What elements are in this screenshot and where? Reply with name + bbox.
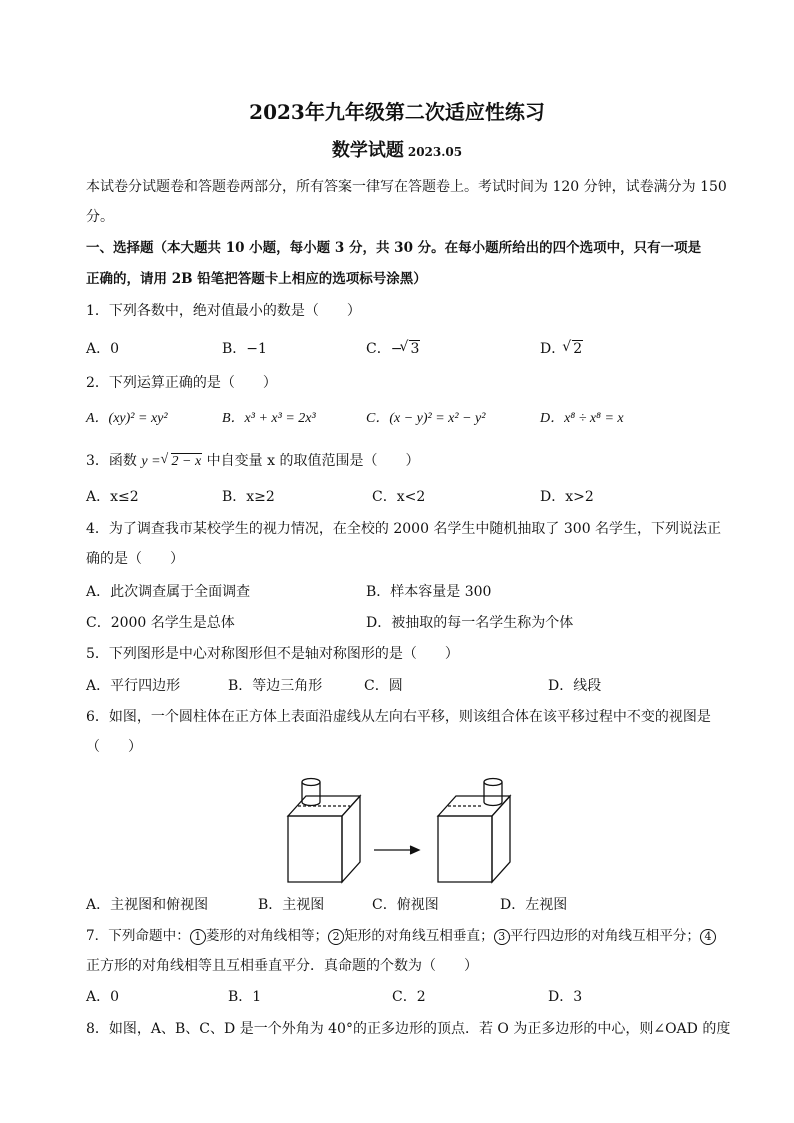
right-cylinder	[484, 779, 502, 806]
q5-option-d: D．线段	[548, 678, 602, 694]
q3-option-b: B．x≥2	[222, 489, 275, 505]
left-cube	[288, 796, 360, 882]
q6-option-c: C．俯视图	[372, 897, 439, 913]
right-cube	[438, 796, 510, 882]
q5-option-a: A．平行四边形	[86, 678, 181, 694]
q4-stem-line-2: 确的是（ ）	[86, 551, 184, 567]
q6-option-d: D．左视图	[500, 897, 568, 913]
q3-option-d: D．x>2	[540, 489, 594, 505]
q4-option-b: B．样本容量是 300	[366, 584, 492, 600]
q3-option-a: A．x≤2	[86, 489, 139, 505]
q1-c-radicand: 3	[410, 341, 420, 357]
intro-line-2: 分。	[86, 209, 114, 225]
q2-option-b: B．x³ + x³ = 2x³	[222, 411, 316, 426]
section1-line-1: 一、选择题（本大题共 10 小题，每小题 3 分，共 30 分。在每小题所给出的四个选项中，只有一项是	[86, 240, 702, 256]
q5-option-b: B．等边三角形	[228, 678, 323, 694]
q7-option-a: A．0	[86, 989, 120, 1005]
q6-option-b: B．主视图	[258, 897, 325, 913]
q3-stem: 3．函数 y =√ 2 − x 中自变量 x 的取值范围是（ ）	[86, 452, 419, 471]
q6-stem-line-2: （ ）	[86, 739, 142, 755]
circled-number-4: 4	[700, 929, 716, 945]
circled-number-2: 2	[328, 929, 344, 945]
q1-d-radicand: 2	[573, 341, 583, 357]
q1-option-a: A．0	[86, 341, 120, 357]
q6-figure	[282, 770, 522, 890]
q7-stem-line-2: 正方形的对角线相等且互相垂直平分．真命题的个数为（ ）	[86, 958, 478, 974]
q4-option-c: C．2000 名学生是总体	[86, 615, 235, 631]
q8-stem: 8．如图，A、B、C、D 是一个外角为 40°的正多边形的顶点．若 O 为正多边形的中心，则∠OAD 的度	[86, 1021, 731, 1037]
exam-subtitle	[0, 136, 794, 162]
q2-stem: 2．下列运算正确的是（ ）	[86, 375, 277, 391]
q2-option-a: A．(xy)² = xy²	[86, 411, 168, 426]
q6-stem-line-1: 6．如图，一个圆柱体在正方体上表面沿虚线从左向右平移，则该组合体在该平移过程中不变的视图是	[86, 709, 711, 725]
q1-option-b: B．−1	[222, 341, 267, 357]
q1-stem: 1．下列各数中，绝对值最小的数是（ ）	[86, 303, 361, 319]
q7-option-c: C．2	[392, 989, 426, 1005]
q4-stem-line-1: 4．为了调查我市某校学生的视力情况，在全校的 2000 名学生中随机抽取了 300 名学生，下列说法正	[86, 521, 722, 537]
subject-title: 数学试题	[331, 140, 404, 161]
left-cylinder	[302, 779, 320, 806]
q7-option-b: B．1	[228, 989, 262, 1005]
q5-stem: 5．下列图形是中心对称图形但不是轴对称图形的是（ ）	[86, 646, 459, 662]
intro-line-1: 本试卷分试题卷和答题卷两部分，所有答案一律写在答题卷上。考试时间为 120 分钟，试卷满分为 150	[86, 179, 727, 195]
q5-option-c: C．圆	[364, 678, 403, 694]
q1-option-c: C．−√ 3	[366, 340, 420, 358]
q4-option-d: D．被抽取的每一名学生称为个体	[366, 615, 574, 631]
exam-title: 2023年九年级第二次适应性练习	[249, 100, 545, 124]
q7-stem-line-1: 7．下列命题中： 1 菱形的对角线相等； 2 矩形的对角线互相垂直； 3 平行四边形的对角线互相平分； 4	[86, 927, 716, 945]
exam-date: 2023.05	[407, 145, 463, 159]
circled-number-3: 3	[494, 929, 510, 945]
q3-option-c: C．x<2	[372, 489, 426, 505]
q6-option-a: A．主视图和俯视图	[86, 897, 209, 913]
arrow-right-icon	[374, 846, 419, 854]
q2-option-c: C．(x − y)² = x² − y²	[366, 411, 486, 426]
q4-option-a: A．此次调查属于全面调查	[86, 584, 251, 600]
section1-line-2: 正确的，请用 2B 铅笔把答题卡上相应的选项标号涂黑）	[86, 271, 427, 287]
circled-number-1: 1	[190, 929, 206, 945]
q2-option-d: D．x⁸ ÷ x⁸ = x	[540, 411, 624, 426]
q3-radicand: 2 − x	[171, 454, 202, 469]
q1-option-d: D．√ 2	[540, 340, 583, 358]
q7-option-d: D．3	[548, 989, 583, 1005]
